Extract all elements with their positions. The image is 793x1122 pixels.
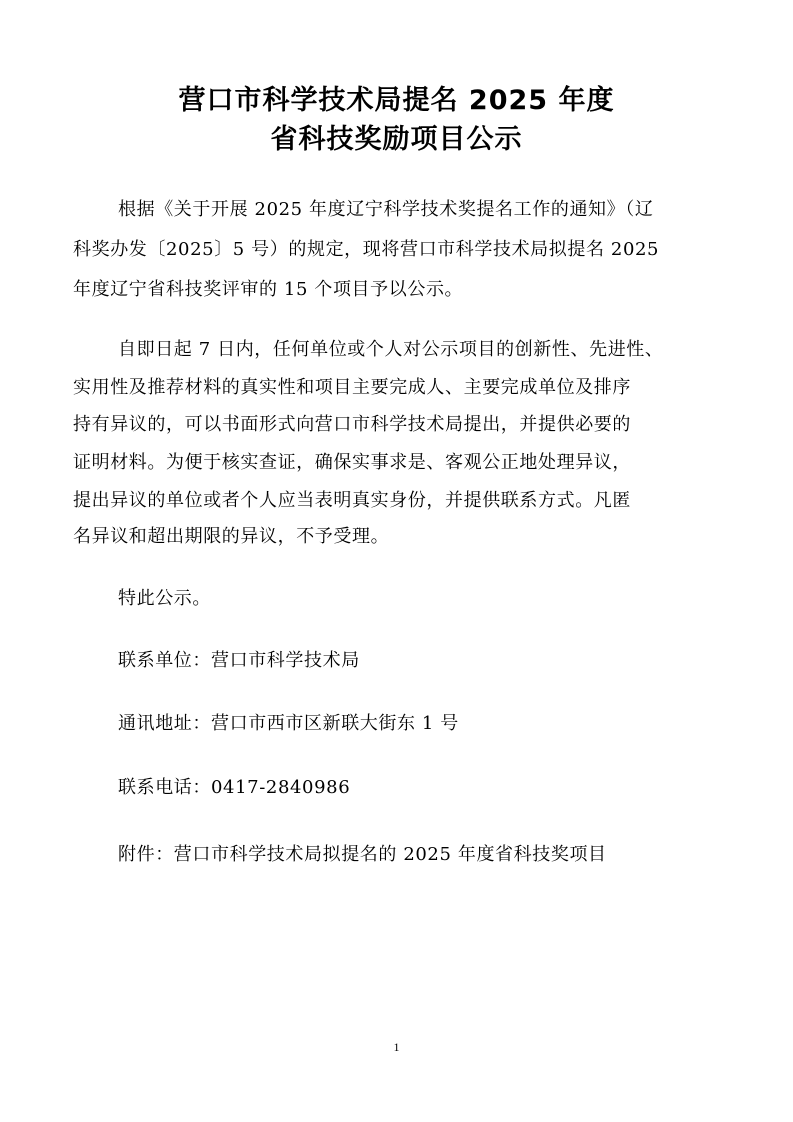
document-title-line2: 省科技奖励项目公示	[270, 124, 523, 155]
notice-end: 特此公示。	[118, 588, 211, 609]
paragraph1-line2: 科奖办发〔2025〕5 号）的规定，现将营口市科学技术局拟提名 2025	[73, 239, 660, 260]
contact-unit: 联系单位：营口市科学技术局	[118, 650, 360, 671]
page-number: 1	[393, 1040, 400, 1054]
contact-address: 通讯地址：营口市西市区新联大街东 1 号	[118, 713, 459, 734]
paragraph1-line3: 年度辽宁省科技奖评审的 15 个项目予以公示。	[73, 279, 464, 300]
paragraph2-line6: 名异议和超出期限的异议，不予受理。	[73, 526, 390, 547]
paragraph2-line4: 证明材料。为便于核实查证，确保实事求是、客观公正地处理异议，	[73, 452, 631, 473]
paragraph2-line2: 实用性及推荐材料的真实性和项目主要完成人、主要完成单位及排序	[73, 377, 631, 398]
contact-phone: 联系电话：0417-2840986	[118, 777, 351, 798]
paragraph1-line1: 根据《关于开展 2025 年度辽宁科学技术奖提名工作的通知》（辽	[118, 199, 654, 220]
paragraph2-line5: 提出异议的单位或者个人应当表明真实身份，并提供联系方式。凡匿	[73, 490, 631, 511]
paragraph2-line1: 自即日起 7 日内，任何单位或个人对公示项目的创新性、先进性、	[118, 339, 664, 360]
document-title-line1: 营口市科学技术局提名 2025 年度	[178, 85, 615, 116]
attachment-line: 附件：营口市科学技术局拟提名的 2025 年度省科技奖项目	[118, 844, 607, 865]
paragraph2-line3: 持有异议的，可以书面形式向营口市科学技术局提出，并提供必要的	[73, 414, 631, 435]
